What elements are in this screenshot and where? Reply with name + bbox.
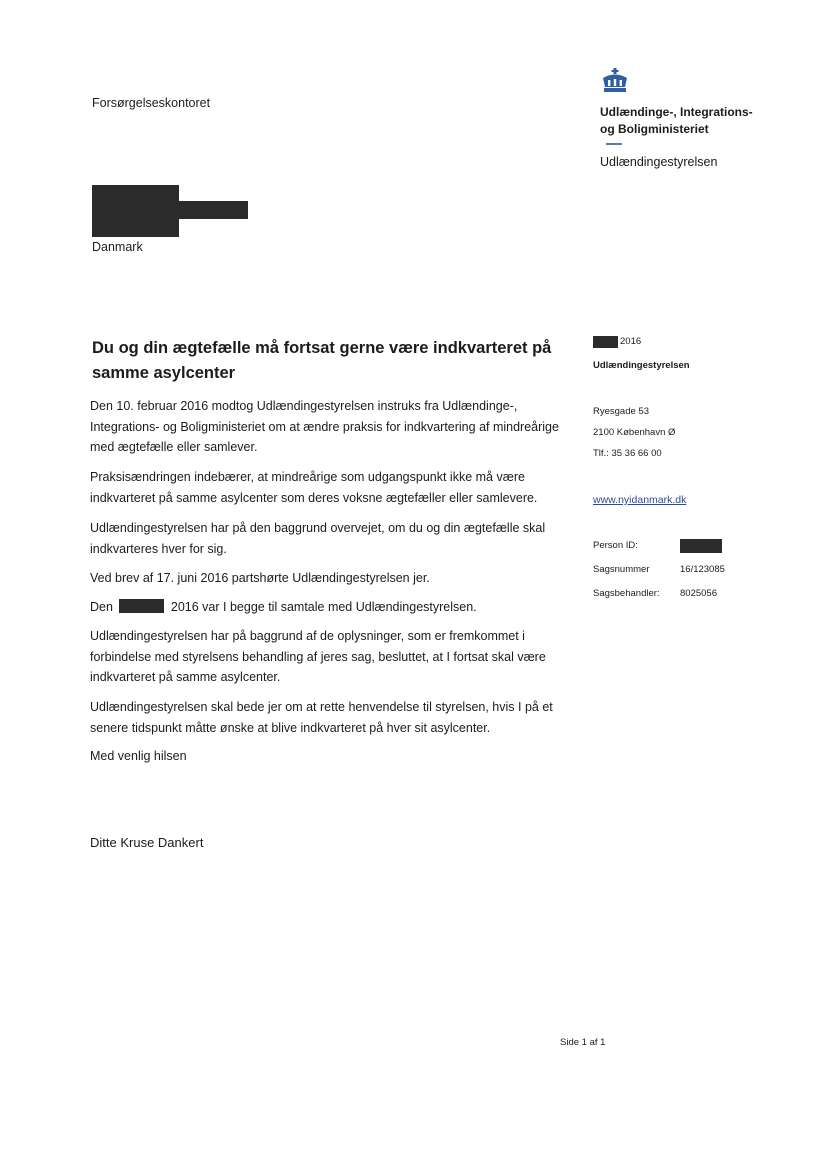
signature-name: Ditte Kruse Dankert (90, 835, 204, 850)
redacted-recipient-name (92, 185, 179, 237)
sidebar-address-city: 2100 København Ø (593, 427, 676, 438)
page-number: Side 1 af 1 (560, 1037, 606, 1048)
case-handler-label: Sagsbehandler: (593, 588, 660, 599)
sender-office: Forsørgelseskontoret (92, 96, 211, 110)
crown-logo-icon (600, 68, 630, 99)
redacted-recipient-address (179, 201, 248, 219)
redacted-person-id (680, 539, 722, 553)
ministry-name-line1: Udlændinge-, Integrations- (600, 105, 753, 119)
meta-row-case-number (593, 564, 733, 578)
sidebar-date-year: 2016 (620, 336, 642, 347)
case-handler-value: 8025056 (680, 588, 717, 599)
redacted-interview-date (119, 599, 164, 613)
case-number-label: Sagsnummer (593, 564, 650, 575)
case-number-value: 16/123085 (680, 564, 725, 575)
website-link[interactable]: www.nyidanmark.dk (593, 494, 687, 506)
paragraph-4: Ved brev af 17. juni 2016 partshørte Udlændingestyrelsen jer. (90, 571, 430, 585)
sidebar-agency: Udlændingestyrelsen (593, 360, 690, 371)
closing-greeting: Med venlig hilsen (90, 749, 187, 763)
paragraph-7: Udlændingestyrelsen skal bede jer om at rette henvendelse til styrelsen, hvis I på et senere tidspunkt måtte ønske at blive indkvarteret på hver sit asylcenter. (90, 700, 553, 735)
meta-row-person-id (593, 540, 733, 554)
redacted-date (593, 336, 618, 348)
letter-title: Du og din ægtefælle må fortsat gerne være indkvarteret på samme asylcenter (92, 339, 552, 382)
paragraph-6: Udlændingestyrelsen har på baggrund af de oplysninger, som er fremkommet i forbindelse med styrelsens behandling af jeres sag, besluttet, at I fortsat skal være indkvarteret på samme asylcenter. (90, 629, 546, 684)
ministry-name (600, 104, 753, 138)
ministry-divider (606, 143, 622, 145)
paragraph-5 (90, 597, 570, 618)
person-id-label: Person ID: (593, 540, 638, 551)
paragraph-1: Den 10. februar 2016 modtog Udlændingestyrelsen instruks fra Udlændinge-, Integrations- og Boligministeriet om at ændre praksis for indkvartering af mindreårige med ægtefælle eller samlever. (90, 399, 559, 454)
sidebar-phone: Tlf.: 35 36 66 00 (593, 448, 662, 459)
sidebar-address-street: Ryesgade 53 (593, 406, 649, 417)
ministry-name-line2: og Boligministeriet (600, 122, 709, 136)
paragraph-5-prefix: Den (90, 600, 113, 614)
agency-name: Udlændingestyrelsen (600, 155, 718, 169)
meta-row-case-handler (593, 588, 733, 602)
paragraph-2: Praksisændringen indebærer, at mindreårige som udgangspunkt ikke må være indkvarteret på samme asylcenter som deres voksne ægtefæller eller samlevere. (90, 470, 538, 505)
paragraph-5-suffix: 2016 var I begge til samtale med Udlændingestyrelsen. (170, 600, 477, 614)
paragraph-3: Udlændingestyrelsen har på den baggrund overvejet, om du og din ægtefælle skal indkvarteres hver for sig. (90, 521, 546, 556)
recipient-country: Danmark (92, 240, 143, 254)
